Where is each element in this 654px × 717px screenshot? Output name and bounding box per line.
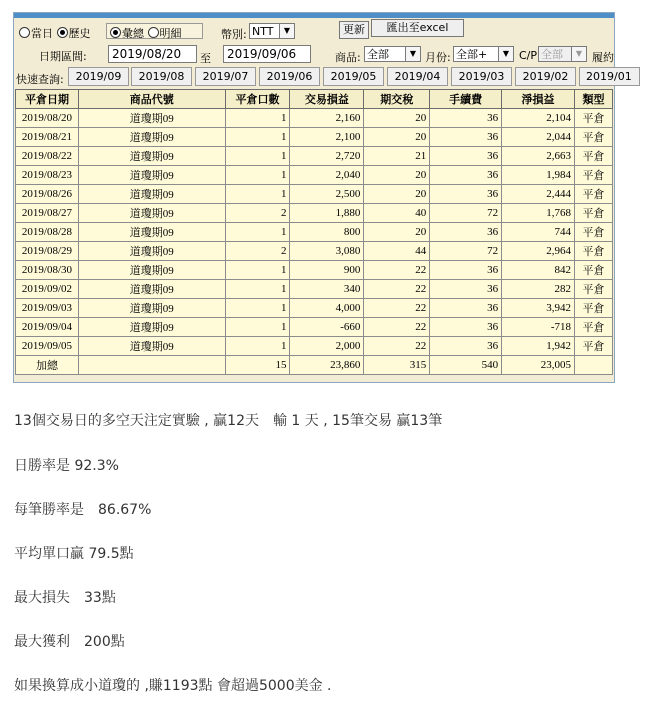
fee-cell: 36 <box>430 128 502 147</box>
fee-cell: 72 <box>430 242 502 261</box>
type-cell: 平倉 <box>574 223 612 242</box>
close-date-cell: 2019/08/22 <box>16 147 79 166</box>
fee-cell: 36 <box>430 318 502 337</box>
product-label: 商品: <box>335 51 361 64</box>
tax-cell: 22 <box>364 280 430 299</box>
max-loss: 最大損失 33點 <box>14 590 116 606</box>
close-date-cell: 2019/08/28 <box>16 223 79 242</box>
month-tab-2019-04[interactable]: 2019/04 <box>387 67 448 86</box>
product-code-cell: 道瓊期09 <box>78 223 225 242</box>
table-row <box>16 166 613 185</box>
product-code-cell: 道瓊期09 <box>78 280 225 299</box>
net-pnl-cell: -718 <box>502 318 575 337</box>
col-header: 淨損益 <box>502 90 575 109</box>
col-header: 類型 <box>574 90 612 109</box>
tax-cell: 20 <box>364 185 430 204</box>
close-date-cell: 2019/09/05 <box>16 337 79 356</box>
fee-cell: 36 <box>430 223 502 242</box>
tax-cell: 40 <box>364 204 430 223</box>
radio-circle-selected[interactable] <box>110 27 121 38</box>
table-row <box>16 242 613 261</box>
type-cell: 平倉 <box>574 147 612 166</box>
refresh-button[interactable]: 更新 <box>339 21 369 39</box>
trade-pnl-cell: 2,100 <box>290 128 364 147</box>
chevron-down-icon: ▼ <box>571 47 586 61</box>
product-code-cell: 道瓊期09 <box>78 128 225 147</box>
month-tab-2019-09[interactable]: 2019/09 <box>68 67 129 86</box>
currency-label: 幣別: <box>221 28 247 41</box>
type-cell: 平倉 <box>574 204 612 223</box>
product-code-cell: 道瓊期09 <box>78 242 225 261</box>
product-code-cell: 道瓊期09 <box>78 109 225 128</box>
trade-pnl-cell: 3,080 <box>290 242 364 261</box>
lots-cell: 1 <box>225 261 290 280</box>
table-row <box>16 280 613 299</box>
month-select[interactable]: 全部+ ▼ <box>453 46 514 62</box>
date-from-input[interactable]: 2019/08/20 <box>108 45 197 63</box>
month-tab-2019-06[interactable]: 2019/06 <box>259 67 320 86</box>
close-date-cell: 2019/08/23 <box>16 166 79 185</box>
product-code-cell: 道瓊期09 <box>78 204 225 223</box>
table-row <box>16 147 613 166</box>
month-tab-2019-08[interactable]: 2019/08 <box>131 67 192 86</box>
net-pnl-cell: 2,964 <box>502 242 575 261</box>
type-cell: 平倉 <box>574 109 612 128</box>
avg-win-points: 平均單口贏 79.5點 <box>14 546 134 562</box>
net-pnl-cell: 2,104 <box>502 109 575 128</box>
close-date-cell: 2019/08/27 <box>16 204 79 223</box>
tax-cell: 22 <box>364 318 430 337</box>
product-code-cell: 道瓊期09 <box>78 337 225 356</box>
product-code-cell: 道瓊期09 <box>78 166 225 185</box>
radio-history[interactable]: 歷史 <box>57 27 91 40</box>
export-excel-button[interactable]: 匯出至excel <box>371 19 464 37</box>
product-code-cell: 道瓊期09 <box>78 261 225 280</box>
trade-pnl-cell: 23,860 <box>290 356 364 375</box>
date-to-input[interactable]: 2019/09/06 <box>223 45 311 63</box>
daily-win-rate: 日勝率是 92.3% <box>14 458 119 474</box>
radio-summary[interactable]: 彙總 <box>110 27 144 40</box>
tax-cell: 315 <box>364 356 430 375</box>
radio-today[interactable]: 當日 <box>19 27 53 40</box>
trade-pnl-cell: 340 <box>290 280 364 299</box>
product-code-cell: 道瓊期09 <box>78 318 225 337</box>
trade-pnl-cell: 900 <box>290 261 364 280</box>
table-header-row <box>16 90 613 109</box>
tax-cell: 20 <box>364 166 430 185</box>
col-header: 平倉日期 <box>16 90 79 109</box>
trade-pnl-cell: 2,160 <box>290 109 364 128</box>
net-pnl-cell: 2,663 <box>502 147 575 166</box>
table-row <box>16 204 613 223</box>
cp-label: C/P <box>519 49 538 62</box>
trade-win-rate: 每筆勝率是 86.67% <box>14 502 152 518</box>
view-radio-group <box>106 23 203 39</box>
tax-cell: 22 <box>364 261 430 280</box>
fee-cell: 36 <box>430 147 502 166</box>
type-cell: 平倉 <box>574 242 612 261</box>
net-pnl-cell: 1,768 <box>502 204 575 223</box>
month-tab-2019-01[interactable]: 2019/01 <box>579 67 640 86</box>
product-code-cell: 道瓊期09 <box>78 185 225 204</box>
tax-cell: 20 <box>364 109 430 128</box>
table-row <box>16 128 613 147</box>
date-separator: 至 <box>200 52 211 65</box>
max-profit: 最大獲利 200點 <box>14 634 125 650</box>
close-date-cell: 2019/09/04 <box>16 318 79 337</box>
type-cell: 平倉 <box>574 337 612 356</box>
lots-cell: 1 <box>225 166 290 185</box>
month-tab-2019-03[interactable]: 2019/03 <box>451 67 512 86</box>
type-cell <box>574 356 612 375</box>
tax-cell: 44 <box>364 242 430 261</box>
type-cell: 平倉 <box>574 185 612 204</box>
fee-cell: 36 <box>430 261 502 280</box>
product-select[interactable]: 全部 ▼ <box>364 46 421 62</box>
tax-cell: 21 <box>364 147 430 166</box>
table-row <box>16 261 613 280</box>
fee-cell: 36 <box>430 166 502 185</box>
table-row <box>16 109 613 128</box>
table-row <box>16 185 613 204</box>
net-pnl-cell: 1,942 <box>502 337 575 356</box>
col-header: 期交稅 <box>364 90 430 109</box>
type-cell: 平倉 <box>574 318 612 337</box>
net-pnl-cell: 2,044 <box>502 128 575 147</box>
close-date-cell: 加總 <box>16 356 79 375</box>
month-tab-2019-02[interactable]: 2019/02 <box>515 67 576 86</box>
col-header: 商品代號 <box>78 90 225 109</box>
fee-cell: 36 <box>430 185 502 204</box>
type-cell: 平倉 <box>574 299 612 318</box>
conversion-note: 如果換算成小道瓊的 ,賺1193點 會超過5000美金 . <box>14 678 332 694</box>
lots-cell: 1 <box>225 185 290 204</box>
close-date-cell: 2019/09/03 <box>16 299 79 318</box>
table-row <box>16 299 613 318</box>
strike-label: 履約 <box>592 51 614 64</box>
table-total-row <box>16 356 613 375</box>
lots-cell: 1 <box>225 147 290 166</box>
product-code-cell: 道瓊期09 <box>78 299 225 318</box>
fee-cell: 36 <box>430 337 502 356</box>
lots-cell: 1 <box>225 109 290 128</box>
table-row <box>16 337 613 356</box>
tax-cell: 20 <box>364 128 430 147</box>
lots-cell: 1 <box>225 223 290 242</box>
chevron-down-icon: ▼ <box>498 47 513 61</box>
cp-select: 全部 ▼ <box>538 46 587 62</box>
radio-circle[interactable] <box>19 27 30 38</box>
month-label: 月份: <box>425 51 451 64</box>
tax-cell: 22 <box>364 337 430 356</box>
net-pnl-cell: 2,444 <box>502 185 575 204</box>
close-date-cell: 2019/09/02 <box>16 280 79 299</box>
lots-cell: 1 <box>225 299 290 318</box>
net-pnl-cell: 23,005 <box>502 356 575 375</box>
fee-cell: 72 <box>430 204 502 223</box>
radio-circle[interactable] <box>148 27 159 38</box>
panel-top-bar <box>14 13 614 18</box>
close-date-cell: 2019/08/21 <box>16 128 79 147</box>
net-pnl-cell: 1,984 <box>502 166 575 185</box>
fee-cell: 36 <box>430 299 502 318</box>
trade-pnl-cell: 4,000 <box>290 299 364 318</box>
currency-select[interactable]: NTT ▼ <box>249 23 295 39</box>
lots-cell: 2 <box>225 242 290 261</box>
mode-radio-group <box>19 25 91 41</box>
net-pnl-cell: 744 <box>502 223 575 242</box>
lots-cell: 2 <box>225 204 290 223</box>
trade-pnl-cell: 2,500 <box>290 185 364 204</box>
trade-pnl-cell: 2,720 <box>290 147 364 166</box>
trade-pnl-cell: 2,000 <box>290 337 364 356</box>
trade-pnl-cell: -660 <box>290 318 364 337</box>
date-range-label: 日期區間: <box>39 50 87 63</box>
product-code-cell <box>78 356 225 375</box>
tax-cell: 20 <box>364 223 430 242</box>
trade-pnl-cell: 800 <box>290 223 364 242</box>
radio-circle-selected[interactable] <box>57 27 68 38</box>
table-row <box>16 223 613 242</box>
lots-cell: 15 <box>225 356 290 375</box>
close-date-cell: 2019/08/29 <box>16 242 79 261</box>
month-tab-2019-05[interactable]: 2019/05 <box>323 67 384 86</box>
fee-cell: 540 <box>430 356 502 375</box>
lots-cell: 1 <box>225 280 290 299</box>
net-pnl-cell: 842 <box>502 261 575 280</box>
chevron-down-icon: ▼ <box>405 47 420 61</box>
type-cell: 平倉 <box>574 261 612 280</box>
close-date-cell: 2019/08/20 <box>16 109 79 128</box>
month-tab-2019-07[interactable]: 2019/07 <box>195 67 256 86</box>
net-pnl-cell: 3,942 <box>502 299 575 318</box>
chevron-down-icon: ▼ <box>279 24 294 38</box>
trade-pnl-cell: 2,040 <box>290 166 364 185</box>
quick-query-label: 快速查詢: <box>16 73 64 86</box>
fee-cell: 36 <box>430 280 502 299</box>
summary-text: 13個交易日的多空天注定實驗 , 贏12天 輸 1 天 , 15筆交易 贏13筆 <box>14 413 443 429</box>
lots-cell: 1 <box>225 318 290 337</box>
tax-cell: 22 <box>364 299 430 318</box>
trade-table <box>15 89 613 375</box>
type-cell: 平倉 <box>574 280 612 299</box>
type-cell: 平倉 <box>574 128 612 147</box>
trade-query-panel <box>13 12 632 383</box>
close-date-cell: 2019/08/26 <box>16 185 79 204</box>
fee-cell: 36 <box>430 109 502 128</box>
type-cell: 平倉 <box>574 166 612 185</box>
close-date-cell: 2019/08/30 <box>16 261 79 280</box>
radio-detail[interactable]: 明細 <box>148 27 182 40</box>
product-code-cell: 道瓊期09 <box>78 147 225 166</box>
col-header: 交易損益 <box>290 90 364 109</box>
col-header: 平倉口數 <box>225 90 290 109</box>
table-row <box>16 318 613 337</box>
trade-pnl-cell: 1,880 <box>290 204 364 223</box>
col-header: 手續費 <box>430 90 502 109</box>
lots-cell: 1 <box>225 128 290 147</box>
net-pnl-cell: 282 <box>502 280 575 299</box>
lots-cell: 1 <box>225 337 290 356</box>
